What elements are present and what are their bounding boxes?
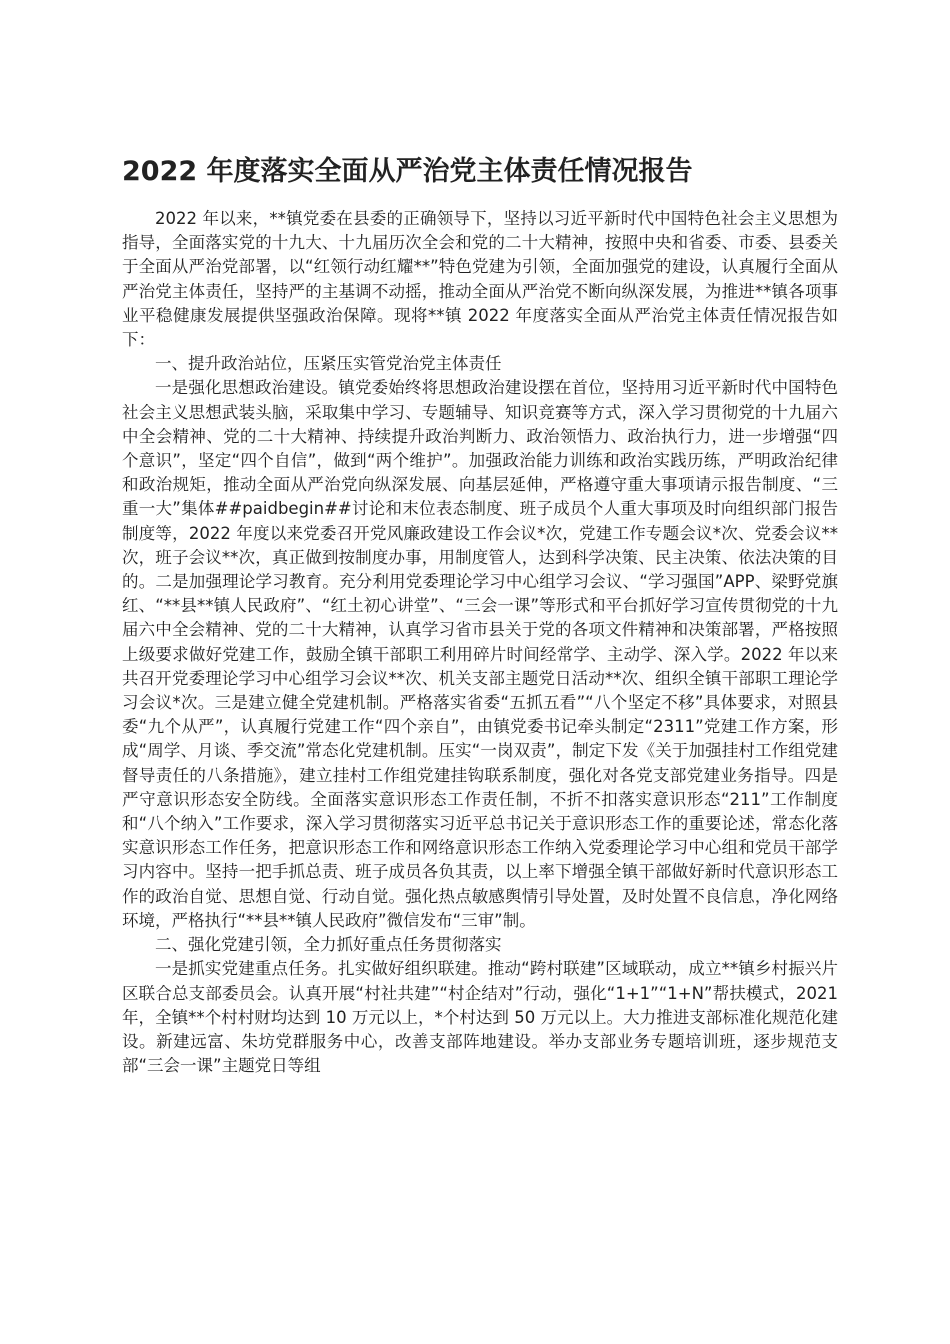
document-title: 2022 年度落实全面从严治党主体责任情况报告 [122, 156, 693, 187]
intro-paragraph: 2022 年以来，**镇党委在县委的正确领导下，坚持以习近平新时代中国特色社会主义思想为指导，全面落实党的十九大、十九届历次全会和党的二十大精神，按照中央和省委、市委、县委关于全面从严治党部署，以“红领行动红耀**”特色党建为引领，全面加强党的建设，认真履行全面从严治党主体责任，坚持严的主基调不动摇，推动全面从严治党不断向纵深发展，为推进**镇各项事业平稳健康发展提供坚强政治保障。现将**镇 2022 年度落实全面从严治党主体责任情况报告如下： [122, 209, 838, 350]
section-heading-1: 一、提升政治站位，压紧压实管党治党主体责任 [155, 354, 502, 374]
section-1-paragraph: 一是强化思想政治建设。镇党委始终将思想政治建设摆在首位，坚持用习近平新时代中国特色社会主义思想武装头脑，采取集中学习、专题辅导、知识竞赛等方式，深入学习贯彻党的十九届六中全会精神、党的二十大精神、持续提升政治判断力、政治领悟力、政治执行力，进一步增强“四个意识”，坚定“四个自信”，做到“两个维护”。加强政治能力训练和政治实践历练，严明政治纪律和政治规矩，推动全面从严治党向纵深发展、向基层延伸，严格遵守重大事项请示报告制度、“三重一大”集体##paidbegin##讨论和末位表态制度、班子成员个人重大事项及时向组织部门报告制度等，2022 年度以来党委召开党风廉政建设工作会议*次，党建工作专题会议*次、党委会议**次，班子会议**次，真正做到按制度办事，用制度管人，达到科学决策、民主决策、依法决策的目的。二是加强理论学习教育。充分利用党委理论学习中心组学习会议、“学习强国”APP、梁野党旗红、“**县**镇人民政府”、“红土初心讲堂”、“三会一课”等形式和平台抓好学习宣传贯彻党的十九届六中全会精神、党的二十大精神，认真学习省市县关于党的各项文件精神和决策部署，严格按照上级要求做好党建工作，鼓励全镇干部职工利用碎片时间经常学、主动学、深入学。2022 年以来共召开党委理论学习中心组学习会议**次、机关支部主题党日活动**次、组织全镇干部职工理论学习会议*次。三是建立健全党建机制。严格落实省委“五抓五看”“八个坚定不移”具体要求，对照县委“九个从严”，认真履行党建工作“四个亲自”，由镇党委书记牵头制定“2311”党建工作方案，形成“周学、月谈、季交流”常态化党建机制。压实“一岗双责”，制定下发《关于加强挂村工作组党建督导责任的八条措施》，建立挂村工作组党建挂钩联系制度，强化对各党支部党建业务指导。四是严守意识形态安全防线。全面落实意识形态工作责任制，不折不扣落实意识形态“211”工作制度和“八个纳入”工作要求，深入学习贯彻落实习近平总书记关于意识形态工作的重要论述，常态化落实意识形态工作任务，把意识形态工作和网络意识形态工作纳入党委理论学习中心组和党员干部学习内容中。坚持一把手抓总责、班子成员各负其责，以上率下增强全镇干部做好新时代意识形态工作的政治自觉、思想自觉、行动自觉。强化热点敏感舆情引导处置，及时处置不良信息，净化网络环境，严格执行“**县**镇人民政府”微信发布“三审”制。 [122, 378, 838, 930]
section-2-paragraph: 一是抓实党建重点任务。扎实做好组织联建。推动“跨村联建”区域联动，成立**镇乡村振兴片区联合总支部委员会。认真开展“村社共建”“村企结对”行动，强化“1+1”“1+N”帮扶模式，2021 年，全镇**个村村财均达到 10 万元以上，*个村达到 50 万元以上。大力推进支部标准化规范化建设。新建远富、朱坊党群服务中心，改善支部阵地建设。举办支部业务专题培训班，逐步规范支部“三会一课”主题党日等组 [122, 959, 838, 1076]
section-heading-2: 二、强化党建引领，全力抓好重点任务贯彻落实 [155, 935, 502, 955]
document-body [122, 207, 838, 1078]
